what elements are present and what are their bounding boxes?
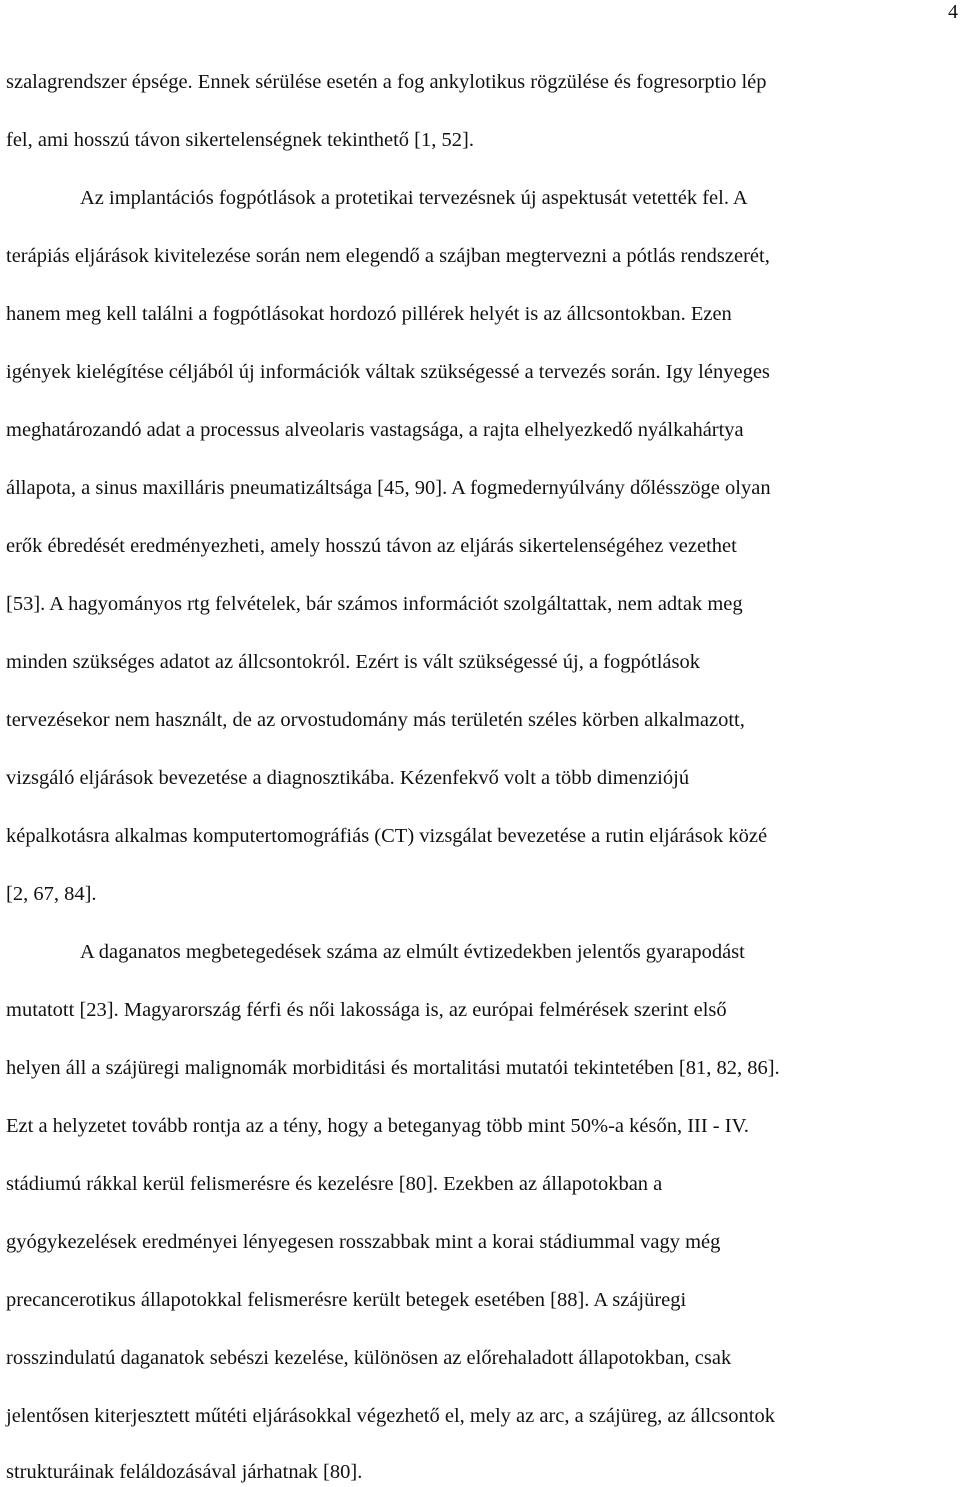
text-line: szalagrendszer épsége. Ennek sérülése esetén a fog ankylotikus rögzülése és fogresorptio lép — [6, 71, 767, 93]
text-line: vizsgáló eljárások bevezetése a diagnosztikába. Kézenfekvő volt a több dimenziójú — [6, 767, 690, 789]
text-line: igények kielégítése céljából új információk váltak szükségessé a tervezés során. Igy lényeges — [6, 361, 770, 383]
text-line: jelentősen kiterjesztett műtéti eljárásokkal végezhető el, mely az arc, a szájüreg, az állcsontok — [6, 1405, 775, 1427]
text-line: minden szükséges adatot az állcsontokról. Ezért is vált szükségessé új, a fogpótlások — [6, 651, 700, 673]
text-line: [53]. A hagyományos rtg felvételek, bár számos információt szolgáltattak, nem adtak meg — [6, 593, 743, 615]
text-line: terápiás eljárások kivitelezése során nem elegendő a szájban megtervezni a pótlás rendszerét, — [6, 245, 770, 267]
text-line: stádiumú rákkal kerül felismerésre és kezelésre [80]. Ezekben az állapotokban a — [6, 1173, 663, 1195]
text-line: rosszindulatú daganatok sebészi kezelése, különösen az előrehaladott állapotokban, csak — [6, 1347, 732, 1369]
text-line: fel, ami hosszú távon sikertelenségnek tekinthető [1, 52]. — [6, 129, 474, 151]
text-line: helyen áll a szájüregi malignomák morbiditási és mortalitási mutatói tekintetében [81, 82, 86]. — [6, 1057, 780, 1079]
text-line: Ezt a helyzetet tovább rontja az a tény, hogy a beteganyag több mint 50%-a későn, III - IV. — [6, 1115, 749, 1137]
text-line: erők ébredését eredményezheti, amely hosszú távon az eljárás sikertelenségéhez vezethet — [6, 535, 737, 557]
text-line: strukturáinak feláldozásával járhatnak [80]. — [6, 1461, 363, 1483]
text-line: A daganatos megbetegedések száma az elmúlt évtizedekben jelentős gyarapodást — [80, 941, 745, 963]
text-line: állapota, a sinus maxilláris pneumatizáltsága [45, 90]. A fogmedernyúlvány dőlésszöge olyan — [6, 477, 771, 499]
text-line: meghatározandó adat a processus alveolaris vastagsága, a rajta elhelyezkedő nyálkahártya — [6, 419, 744, 441]
page-number: 4 — [948, 1, 958, 23]
text-line: gyógykezelések eredményei lényegesen rosszabbak mint a korai stádiummal vagy még — [6, 1231, 721, 1253]
text-line: [2, 67, 84]. — [6, 883, 97, 905]
text-line: tervezésekor nem használt, de az orvostudomány más területén széles körben alkalmazott, — [6, 709, 745, 731]
text-line: Az implantációs fogpótlások a protetikai tervezésnek új aspektusát vetették fel. A — [80, 187, 748, 209]
text-line: mutatott [23]. Magyarország férfi és női lakossága is, az európai felmérések szerint első — [6, 999, 727, 1021]
text-line: hanem meg kell találni a fogpótlásokat hordozó pillérek helyét is az állcsontokban. Ezen — [6, 303, 732, 325]
text-line: precancerotikus állapotokkal felismerésre került betegek esetében [88]. A szájüregi — [6, 1289, 687, 1311]
text-line: képalkotásra alkalmas komputertomográfiás (CT) vizsgálat bevezetése a rutin eljárások közé — [6, 825, 768, 847]
